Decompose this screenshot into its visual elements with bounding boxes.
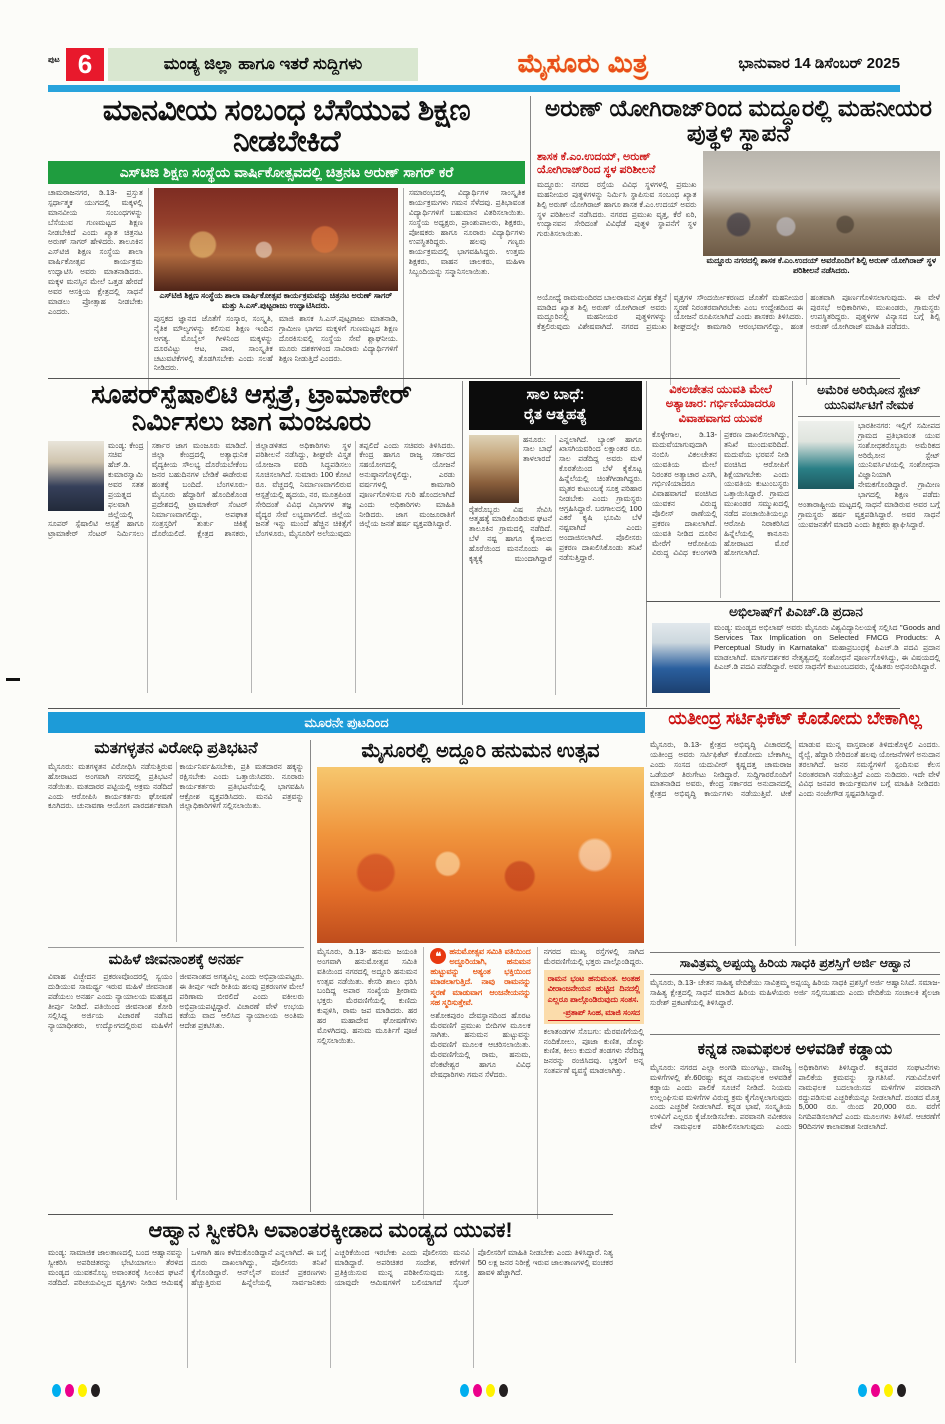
researcher-portrait-photo [798,421,854,489]
hanuman-box-quote: ರಾಮನ ಭಂಟ ಹನುಮಂತ. ಅಂತಹ ವೀರಾಂಜನೇಯನ ಹುಟ್ಟಿದ ದಿನದಲ್ಲಿ ಎಲ್ಲರೂ ಪಾಲ್ಗೊಂಡಿರುವುದು ಸಂತಸ. [547,973,640,1005]
hanuman-pullquote: ❝ ಹನುಮೋತ್ಸವ ಸಮಿತಿ ವತಿಯಿಂದ ಅದ್ದೂರಿಯಾಗಿ, ಹನುಮನ ಹುಟ್ಟುವನ್ನು ಅತ್ಯಂತ ಭಕ್ತಿಯಿಂದ ಮಾಡಲಾಗುತ್ತಿದೆ. ನಾವು ರಾಮನನ್ನು ಸ್ಮರಣೆ ಮಾಡುವಾಗ ಆಂಜನೇಯನನ್ನು ಸಹ ಸ್ಮರಿಸುತ್ತೇವೆ. [430,947,531,1007]
continuation-band: ಮೂರನೇ ಪುಟದಿಂದ [48,712,645,733]
article-arizona [792,381,940,601]
headline-assault: ವಿಕಲಚೇತನ ಯುವತಿ ಮೇಲೆ ಅತ್ಯಾಚಾರ: ಗರ್ಭಿಣಿಯಾದರೂ ವಿವಾಹವಾಗದ ಯುವಕ [665,384,776,425]
headline-statue: ಅರುಣ್ ಯೋಗಿರಾಜ್‌ರಿಂದ ಮದ್ದೂರಲ್ಲಿ ಮಹನೀಯರ ಪುತ್ಥಳಿ ಸ್ಥಾಪನೆ [545,95,932,146]
article-invitation [48,1214,613,1381]
headline-yatindra: ಯತೀಂದ್ರ ಸರ್ಟಿಫಿಕೆಟ್ ಕೊಡೋದು ಬೇಕಾಗಿಲ್ಲ [668,708,922,728]
yellow-dot [884,1384,893,1397]
cmyk-marks-right [858,1384,906,1397]
arizona-body: ಭಾರತೀನಗರ: ಇಲ್ಲಿಗೆ ಸಮೀಪದ ಗ್ರಾಮದ ಪ್ರತಿಭಾವಂತ ಯುವ ಸಂಶೋಧಕರೊಬ್ಬರು ಅಮೆರಿಕದ ಅರಿಝೋನ ಸ್ಟೇಟ್ ಯುನಿವರ್ಸಿಟಿಯಲ್ಲಿ ಸಂಶೋಧನಾ ವಿಜ್ಞಾನಿಯಾಗಿ ನೇಮಕಗೊಂಡಿದ್ದಾರೆ. ಗ್ರಾಮೀಣ ಭಾಗದಲ್ಲಿ ಶಿಕ್ಷಣ ಪಡೆದು ಅಂತಾರಾಷ್ಟ್ರೀಯ ಮಟ್ಟದಲ್ಲಿ ಸಾಧನೆ ಮಾಡಿರುವ ಅವರ ಬಗ್ಗೆ ಗ್ರಾಮಸ್ಥರು ಹರ್ಷ ವ್ಯಕ್ತಪಡಿಸಿದ್ದಾರೆ. ಅವರ ಸಾಧನೆ ಯುವಜನತೆಗೆ ಮಾದರಿ ಎಂದು ಶಿಕ್ಷಕರು ಶ್ಲಾಘಿಸಿದ್ದಾರೆ. [798,421,940,529]
farmer-box-line2: ರೈತ ಆತ್ಮಹತ್ಯೆ [523,406,588,424]
masthead-logo: ಮೈಸೂರು ಮಿತ್ರ [517,48,649,78]
article-phd [646,601,940,707]
education-event-photo [154,188,398,291]
headline-invitation: ಆಹ್ವಾನ ಸ್ವೀಕರಿಸಿ ಅವಾಂತರಕ್ಕೀಡಾದ ಮಂಡ್ಯದ ಯುವಕ! [148,1219,513,1242]
cmyk-marks-left [52,1384,100,1397]
article-hospital [48,381,455,705]
nameplate-body: ಮೈಸೂರು: ನಗರದ ಎಲ್ಲಾ ಅಂಗಡಿ ಮುಂಗಟ್ಟು, ವಾಣಿಜ್ಯ ಮಳಿಗೆಗಳಲ್ಲಿ ಶೇ.60ರಷ್ಟು ಕನ್ನಡ ನಾಮಫಲಕ ಅಳವಡಿಕೆ ಕಡ್ಡಾಯ ಎಂದು ಪಾಲಿಕೆ ಸೂಚನೆ ನೀಡಿದೆ. ನಿಯಮ ಉಲ್ಲಂಘಿಸುವ ಮಳಿಗೆಗಳ ವಿರುದ್ಧ ಕ್ರಮ ಕೈಗೊಳ್ಳಲಾಗುವುದು ಎಂದು ಎಚ್ಚರಿಕೆ ನೀಡಲಾಗಿದೆ. ಕನ್ನಡ ಭಾಷೆ, ಸಂಸ್ಕೃತಿಯ ಉಳಿವಿಗೆ ಎಲ್ಲರೂ ಕೈಜೋಡಿಸಬೇಕು. ಪರವಾನಗಿ ನವೀಕರಣ ವೇಳೆ ನಾಮಫಲಕ ಪರಿಶೀಲಿಸಲಾಗುವುದು ಎಂದು ಅಧಿಕಾರಿಗಳು ತಿಳಿಸಿದ್ದಾರೆ. ಕನ್ನಡಪರ ಸಂಘಟನೆಗಳು ಪಾಲಿಕೆಯ ಕ್ರಮವನ್ನು ಸ್ವಾಗತಿಸಿವೆ. ಗಡುವಿನೊಳಗೆ ನಾಮಫಲಕ ಬದಲಾಯಿಸದ ಮಳಿಗೆಗಳ ಪರವಾನಗಿ ರದ್ದುಪಡಿಸುವ ಎಚ್ಚರಿಕೆಯನ್ನೂ ನೀಡಲಾಗಿದೆ. ದಂಡದ ಮೊತ್ತ 5,000 ರೂ. ಯಿಂದ 20,000 ರೂ. ವರೆಗೆ ನಿಗದಿಪಡಿಸಲಾಗಿದೆ ಎಂದು ಮೂಲಗಳು ತಿಳಿಸಿವೆ. ಆಚರಣೆಗೆ 90ದಿನಗಳ ಕಾಲಾವಕಾಶ ನೀಡಲಾಗಿದೆ. [650,1063,940,1132]
quote-icon: ❝ [430,948,446,964]
statue-lead: ಮದ್ದೂರು: ನಗರದ ರಸ್ತೆಯ ವಿವಿಧ ಸ್ಥಳಗಳಲ್ಲಿ ಪ್ರಮುಖ ಮಹನೀಯರ ಪುತ್ಥಳಿಗಳನ್ನು ನಿರ್ಮಿಸಿ ಸ್ಥಾಪಿಸುವ ಸಂಬಂಧ ಖ್ಯಾತ ಶಿಲ್ಪಿ ಅರುಣ್ ಯೋಗಿರಾಜ್ ಹಾಗೂ ಶಾಸಕ ಕೆ.ಎಂ.ಉದಯ್ ಅವರು ಸ್ಥಳ ಪರಿಶೀಲನೆ ನಡೆಸಿದರು. ನಗರದ ಪ್ರಮುಖ ವೃತ್ತ, ಕೆರೆ ಏರಿ, ಉದ್ಯಾನವನ ಸೇರಿದಂತೆ ವಿವಿಧೆಡೆ ಪುತ್ಥಳಿ ಸ್ಥಾಪನೆಗೆ ಸ್ಥಳ ಗುರುತಿಸಲಾಯಿತು. [537,180,697,239]
cyan-dot [52,1384,61,1397]
education-photo-caption: ಎಸ್‌ಟಿಜಿ ಶಿಕ್ಷಣ ಸಂಸ್ಥೆಯ ಶಾಲಾ ವಾರ್ಷಿಕೋತ್ಸವ ಕಾರ್ಯಕ್ರಮವನ್ನು ಚಿತ್ರನಟ ಅರುಣ್ ಸಾಗರ್ ಮತ್ತು ಸಿ.ಎಸ್.ಪುಟ್ಟರಾಜು ಉದ್ಘಾಟಿಸಿದರು. [159,291,393,311]
page-header [48,46,900,86]
headline-education: ಮಾನವೀಯ ಸಂಬಂಧ ಬೆಸೆಯುವ ಶಿಕ್ಷಣ ನೀಡಬೇಕಿದೆ [102,94,471,158]
hanuman-box-attribution: -ಪ್ರತಾಪ್ ಸಿಂಹ, ಮಾಜಿ ಸಂಸದ [548,1008,640,1021]
print-registration-dash [6,678,20,681]
headline-nameplate: ಕನ್ನಡ ನಾಮಫಲಕ ಅಳವಡಿಕೆ ಕಡ್ಡಾಯ [650,1034,940,1059]
section-title: ಮಂಡ್ಯ ಜಿಲ್ಲಾ ಹಾಗೂ ಇತರೆ ಸುದ್ದಿಗಳು [108,48,418,81]
minister-portrait-photo [48,441,104,511]
cmyk-marks-center [460,1384,508,1397]
farmer-body: ಹನೂರು: ಸಾಲ ಬಾಧೆ ತಾಳಲಾರದೆ ರೈತರೊಬ್ಬರು ವಿಷ ಸೇವಿಸಿ ಆತ್ಮಹತ್ಯೆ ಮಾಡಿಕೊಂಡಿರುವ ಘಟನೆ ತಾಲೂಕಿನ ಗ್ರಾಮದಲ್ಲಿ ನಡೆದಿದೆ. ಬೆಳೆ ನಷ್ಟ ಹಾಗೂ ಕೈಸಾಲದ ಹೊರೆಯಿಂದ ಮನನೊಂದು ಈ ಕೃತ್ಯಕ್ಕೆ ಮುಂದಾಗಿದ್ದಾರೆ ಎನ್ನಲಾಗಿದೆ. ಬ್ಯಾಂಕ್ ಹಾಗೂ ಖಾಸಗಿಯವರಿಂದ ಲಕ್ಷಾಂತರ ರೂ. ಸಾಲ ಪಡೆದಿದ್ದ ಅವರು ಮಳೆ ಕೊರತೆಯಿಂದ ಬೆಳೆ ಕೈಕೊಟ್ಟ ಹಿನ್ನೆಲೆಯಲ್ಲಿ ಚಿಂತೆಗೀಡಾಗಿದ್ದರು. ಮೃತರ ಕುಟುಂಬಕ್ಕೆ ಸೂಕ್ತ ಪರಿಹಾರ ನೀಡಬೇಕು ಎಂದು ಗ್ರಾಮಸ್ಥರು ಆಗ್ರಹಿಸಿದ್ದಾರೆ. ಬರಗಾಲದಲ್ಲಿ 100 ಎಕರೆ ಕೃಷಿ ಭೂಮಿ ಬೆಳೆ ನಷ್ಟವಾಗಿದೆ ಎಂದು ಅಂದಾಜಿಸಲಾಗಿದೆ. ಪೊಲೀಸರು ಪ್ರಕರಣ ದಾಖಲಿಸಿಕೊಂಡು ತನಿಖೆ ನಡೆಸುತ್ತಿದ್ದಾರೆ. [469,434,642,563]
article-assault [646,381,789,601]
hanuman-col1: ಮೈಸೂರು, ಡಿ.13- ಹನುಮ ಜಯಂತಿ ಅಂಗವಾಗಿ ಹನುಮೋತ್ಸವ ಸಮಿತಿ ವತಿಯಿಂದ ನಗರದಲ್ಲಿ ಅದ್ದೂರಿ ಹನುಮನ ಉತ್ಸವ ನಡೆಯಿತು. ಕೇಸರಿ ಶಾಲು ಧರಿಸಿ ಬಂದಿದ್ದ ಅಪಾರ ಸಂಖ್ಯೆಯ ಶ್ರೀರಾಮ ಭಕ್ತರು ಮೆರವಣಿಗೆಯಲ್ಲಿ ಕುಣಿದು ಕುಪ್ಪಳಿಸಿ, ರಾಮ ಜಪ ಮಾಡಿದರು. ಹರ ಹರ ಮಹಾದೇವ ಘೋಷಣೆಗಳು ಮೊಳಗಿದವು. ಹನುಮ ಮೂರ್ತಿಗೆ ಪೂಜೆ ಸಲ್ಲಿಸಲಾಯಿತು. [317,947,418,1045]
page-number-badge: 6 [66,48,104,81]
subhead-education: ಎಸ್‌ಟಿಜಿ ಶಿಕ್ಷಣ ಸಂಸ್ಥೆಯ ವಾರ್ಷಿಕೋತ್ಸವದಲ್ಲಿ ಚಿತ್ರನಟ ಅರುಣ್ ಸಾಗರ್ ಕರೆ [48,161,525,184]
black-dot [499,1384,508,1397]
phd-body: ಮಂಡ್ಯ: ಮಂಡ್ಯದ ಅಭಿಲಾಷ್ ಅವರು ಮೈಸೂರು ವಿಶ್ವವಿದ್ಯಾನಿಲಯಕ್ಕೆ ಸಲ್ಲಿಸಿದ "Goods and Services Tax Implication on Selected FMCG Products: A Perceptual Study in Karnataka" ಮಹಾಪ್ರಬಂಧಕ್ಕೆ ಪಿಎಚ್.ಡಿ ಪದವಿ ಪ್ರದಾನ ಮಾಡಲಾಗಿದೆ. ಮಾರ್ಗದರ್ಶಕರ ನೇತೃತ್ವದಲ್ಲಿ ಸಂಶೋಧನೆ ಪೂರ್ಣಗೊಳಿಸಿದ್ದು, ಈ ವಿಷಯದಲ್ಲಿ ಪಿಎಚ್.ಡಿ ಪದವಿ ಪಡೆದಿದ್ದಾರೆ. ಅವರ ಸಾಧನೆಗೆ ಕುಟುಂಬದವರು, ಸ್ನೇಹಿತರು ಅಭಿನಂದಿಸಿದ್ದಾರೆ. [652,623,940,703]
statue-body: ಅಯೋಧ್ಯೆ ರಾಮಮಂದಿರದ ಬಾಲರಾಮನ ವಿಗ್ರಹ ಕೆತ್ತನೆ ಮಾಡಿದ ಖ್ಯಾತ ಶಿಲ್ಪಿ ಅರುಣ್ ಯೋಗಿರಾಜ್ ಅವರು ಮದ್ದೂರಿನಲ್ಲಿ ಮಹನೀಯರ ಪುತ್ಥಳಿಗಳನ್ನು ಕೆತ್ತಲಿರುವುದು ವಿಶೇಷವಾಗಿದೆ. ನಗರದ ಪ್ರಮುಖ ವೃತ್ತಗಳ ಸೌಂದರ್ಯೀಕರಣದ ಜೊತೆಗೆ ಮಹನೀಯರ ಸ್ಮರಣೆ ನಿರಂತರವಾಗಿರಬೇಕು ಎಂಬ ಉದ್ದೇಶದಿಂದ ಈ ಯೋಜನೆ ರೂಪಿಸಲಾಗಿದೆ ಎಂದು ಶಾಸಕರು ತಿಳಿಸಿದರು. ಶೀಘ್ರದಲ್ಲೇ ಕಾಮಗಾರಿ ಆರಂಭವಾಗಲಿದ್ದು, ಹಂತ ಹಂತವಾಗಿ ಪೂರ್ಣಗೊಳಿಸಲಾಗುವುದು. ಈ ವೇಳೆ ಪುರಸಭೆ ಅಧಿಕಾರಿಗಳು, ಮುಖಂಡರು, ಗ್ರಾಮಸ್ಥರು ಉಪಸ್ಥಿತರಿದ್ದರು. ಪುತ್ಥಳಿಗಳ ವಿನ್ಯಾಸದ ಬಗ್ಗೆ ಶಿಲ್ಪಿ ಅರುಣ್ ಯೋಗಿರಾಜ್ ಮಾಹಿತಿ ಪಡೆದರು. [537,292,940,332]
hanuman-quote-box [544,970,644,1024]
hanuman-col3a: ನಗರದ ಮುಖ್ಯ ರಸ್ತೆಗಳಲ್ಲಿ ಸಾಗಿದ ಮೆರವಣಿಗೆಯಲ್ಲಿ ಭಕ್ತರು ಪಾಲ್ಗೊಂಡಿದ್ದರು. [543,947,644,966]
phd-recipient-photo [652,623,710,693]
hanuman-procession-photo [317,767,644,943]
headline-arizona: ಅಮೆರಿಕ ಅರಿಝೋನ ಸ್ಟೇಟ್ ಯುನಿವರ್ಸಿಟಿಗೆ ನೇಮಕ [798,383,940,417]
magenta-dot [65,1384,74,1397]
protest-body1: ಮೈಸೂರು: ಮತಗಳ್ಳತನ ವಿರೋಧಿಸಿ ನಡೆಸುತ್ತಿರುವ ಹೋರಾಟದ ಅಂಗವಾಗಿ ನಗರದಲ್ಲಿ ಪ್ರತಿಭಟನೆ ನಡೆಯಿತು. ಮತದಾರರ ಪಟ್ಟಿಯಲ್ಲಿ ಅಕ್ರಮ ನಡೆದಿದೆ ಎಂದು ಆರೋಪಿಸಿ ಕಾರ್ಯಕರ್ತರು ಘೋಷಣೆ ಕೂಗಿದರು. ಚುನಾವಣಾ ಆಯೋಗ ಪಾರದರ್ಶಕವಾಗಿ ಕಾರ್ಯನಿರ್ವಹಿಸಬೇಕು, ಪ್ರತಿ ಮತದಾರನ ಹಕ್ಕನ್ನು ರಕ್ಷಿಸಬೇಕು ಎಂದು ಒತ್ತಾಯಿಸಿದರು. ನೂರಾರು ಕಾರ್ಯಕರ್ತರು ಪ್ರತಿಭಟನೆಯಲ್ಲಿ ಭಾಗವಹಿಸಿ ಆಕ್ರೋಶ ವ್ಯಕ್ತಪಡಿಸಿದರು. ಮನವಿ ಪತ್ರವನ್ನು ಜಿಲ್ಲಾಧಿಕಾರಿಗಳಿಗೆ ಸಲ್ಲಿಸಲಾಯಿತು. [48,762,304,811]
headline-phd: ಅಭಿಲಾಷ್‌ಗೆ ಪಿಎಚ್.ಡಿ ಪ್ರದಾನ [729,604,863,619]
farmer-box-line1: ಸಾಲ ಬಾಧೆ: [526,386,585,403]
cyan-dot [460,1384,469,1397]
invitation-body: ಮಂಡ್ಯ: ಸಾಮಾಜಿಕ ಜಾಲತಾಣದಲ್ಲಿ ಬಂದ ಆಹ್ವಾನವನ್ನು ಸ್ವೀಕರಿಸಿ ಅಪರಿಚಿತರನ್ನು ಭೇಟಿಯಾಗಲು ತೆರಳಿದ ಮಂಡ್ಯದ ಯುವಕನೊಬ್ಬ ಅವಾಂತರಕ್ಕೆ ಸಿಲುಕಿದ ಘಟನೆ ನಡೆದಿದೆ. ಪರಿಚಯವಿಲ್ಲದ ವ್ಯಕ್ತಿಗಳು ನೀಡಿದ ಆಮಿಷಕ್ಕೆ ಒಳಗಾಗಿ ಹಣ ಕಳೆದುಕೊಂಡಿದ್ದಾನೆ ಎನ್ನಲಾಗಿದೆ. ಈ ಬಗ್ಗೆ ದೂರು ದಾಖಲಾಗಿದ್ದು, ಪೊಲೀಸರು ತನಿಖೆ ಕೈಗೊಂಡಿದ್ದಾರೆ. ಆನ್‌ಲೈನ್ ವಂಚನೆ ಪ್ರಕರಣಗಳು ಹೆಚ್ಚುತ್ತಿರುವ ಹಿನ್ನೆಲೆಯಲ್ಲಿ ಸಾರ್ವಜನಿಕರು ಎಚ್ಚರಿಕೆಯಿಂದ ಇರಬೇಕು ಎಂದು ಪೊಲೀಸರು ಮನವಿ ಮಾಡಿದ್ದಾರೆ. ಅಪರಿಚಿತರ ಸಂದೇಶ, ಕರೆಗಳಿಗೆ ಪ್ರತಿಕ್ರಿಯಿಸುವ ಮುನ್ನ ಪರಿಶೀಲಿಸುವುದು ಸೂಕ್ತ. ಯಾವುದೇ ಆಮಿಷಗಳಿಗೆ ಬಲಿಯಾಗದೆ ಸೈಬರ್ ಪೊಲೀಸರಿಗೆ ಮಾಹಿತಿ ನೀಡಬೇಕು ಎಂದು ತಿಳಿಸಿದ್ದಾರೆ. ನಿತ್ಯ 50 ಲಕ್ಷ ಜನರ ನಿರೀಕ್ಷೆ ಇರುವ ಜಾಲತಾಣಗಳಲ್ಲಿ ವಂಚಕರ ಹಾವಳಿ ಹೆಚ್ಚಾಗಿದೆ. [48,1248,613,1287]
right-column [650,740,940,1378]
yellow-dot [78,1384,87,1397]
headline-hanuman: ಮೈಸೂರಲ್ಲಿ ಅದ್ದೂರಿ ಹನುಮನ ಉತ್ಸವ [361,740,600,762]
hanuman-col2: ಅಶೋಕಪುರಂ ದೇವಸ್ಥಾನದಿಂದ ಹೊರಟ ಮೆರವಣಿಗೆ ಪ್ರಮುಖ ಬೀದಿಗಳ ಮೂಲಕ ಸಾಗಿತು. ಹನುಮನ ಹುಟ್ಟುವನ್ನು ಮೆರವಣಿಗೆ ಮೂಲಕ ಆಚರಿಸಲಾಯಿತು. ಮೆರವಣಿಗೆಯಲ್ಲಿ ರಾಮ, ಹನುಮ, ವೆಂಕಟೇಶ್ವರ ಹಾಗೂ ವಿವಿಧ ವೇಷಧಾರಿಗಳು ಗಮನ ಸೆಳೆದರು. [430,1010,531,1079]
article-protest [48,740,304,1212]
headline-savitramma: ಸಾವಿತ್ರಮ್ಮ ಅಪ್ಪಯ್ಯ ಹಿರಿಯ ಸಾಧಕಿ ಪ್ರಶಸ್ತಿಗೆ ಅರ್ಜಿ ಆಹ್ವಾನ [650,952,940,975]
subhead-alimony: ಮಹಿಳೆ ಜೀವನಾಂಶಕ್ಕೆ ಅನರ್ಹ [48,947,304,968]
education-col3: ಮಾಜಿ ಶಾಸಕ ಸಿ.ಎಸ್.ಪುಟ್ಟರಾಜು ಮಾತನಾಡಿ, ಗ್ರಾಮೀಣ ಭಾಗದ ಮಕ್ಕಳಿಗೆ ಗುಣಮಟ್ಟದ ಶಿಕ್ಷಣ ದೊರಕಿಸುವಲ್ಲಿ ಸಂಸ್ಥೆಯ ಸೇವೆ ಶ್ಲಾಘನೀಯ. ಮೂರು ದಶಕಗಳಿಂದ ಸಾವಿರಾರು ವಿದ್ಯಾರ್ಥಿಗಳಿಗೆ ಶಿಕ್ಷಣ ನೀಡುತ್ತಿದೆ ಎಂದರು. [278,314,398,363]
article-statue [530,96,940,376]
education-col1: ಚಾಮರಾಜನಗರ, ಡಿ.13- ಪ್ರಸ್ತುತ ಸ್ಪರ್ಧಾತ್ಮಕ ಯುಗದಲ್ಲಿ ಮಕ್ಕಳಲ್ಲಿ ಮಾನವೀಯ ಸಂಬಂಧಗಳನ್ನು ಬೆಸೆಯುವ ಗುಣಮಟ್ಟದ ಶಿಕ್ಷಣ ನೀಡಬೇಕಿದೆ ಎಂದು ಖ್ಯಾತ ಚಿತ್ರನಟ ಅರುಣ್ ಸಾಗರ್ ಹೇಳಿದರು. ತಾಲೂಕಿನ ಎಸ್‌ಟಿಜಿ ಶಿಕ್ಷಣ ಸಂಸ್ಥೆಯ ಶಾಲಾ ವಾರ್ಷಿಕೋತ್ಸವ ಕಾರ್ಯಕ್ರಮ ಉದ್ಘಾಟಿಸಿ ಅವರು ಮಾತನಾಡಿದರು. ಮಕ್ಕಳ ಮನಸ್ಸಿನ ಮೇಲೆ ಒತ್ತಡ ಹೇರದೆ ಅವರ ಆಸಕ್ತಿಯ ಕ್ಷೇತ್ರದಲ್ಲಿ ಸಾಧನೆ ಮಾಡಲು ಪ್ರೋತ್ಸಾಹ ನೀಡಬೇಕು ಎಂದರು. [48,188,143,316]
header-rule [48,85,900,92]
education-col2: ಪುಸ್ತಕದ ಜ್ಞಾನದ ಜೊತೆಗೆ ಸಂಸ್ಕಾರ, ಸಂಸ್ಕೃತಿ, ನೈತಿಕ ಮೌಲ್ಯಗಳನ್ನು ಕಲಿಸುವ ಶಿಕ್ಷಣ ಇಂದಿನ ಅಗತ್ಯ. ಮೊಬೈಲ್ ಗೀಳಿನಿಂದ ಮಕ್ಕಳನ್ನು ದೂರವಿಟ್ಟು ಆಟ, ಪಾಠ, ಸಾಂಸ್ಕೃತಿಕ ಚಟುವಟಿಕೆಗಳಲ್ಲಿ ತೊಡಗಿಸಬೇಕು ಎಂದು ಸಲಹೆ ನೀಡಿದರು. [153,314,273,373]
magenta-dot [871,1384,880,1397]
black-dot [897,1384,906,1397]
farmer-portrait-photo [469,435,519,503]
assault-body: ಕೊಳ್ಳೇಗಾಲ, ಡಿ.13- ಮದುವೆಯಾಗುವುದಾಗಿ ನಂಬಿಸಿ ವಿಕಲಚೇತನ ಯುವತಿಯ ಮೇಲೆ ನಿರಂತರ ಅತ್ಯಾಚಾರ ಎಸಗಿ, ಗರ್ಭಿಣಿಯಾದರೂ ವಿವಾಹವಾಗದೆ ವಂಚಿಸಿದ ಯುವಕನ ವಿರುದ್ಧ ಪೊಲೀಸ್ ಠಾಣೆಯಲ್ಲಿ ಪ್ರಕರಣ ದಾಖಲಾಗಿದೆ. ಯುವತಿ ನೀಡಿದ ದೂರಿನ ಮೇರೆಗೆ ಆರೋಪಿಯ ವಿರುದ್ಧ ವಿವಿಧ ಕಲಂಗಳಡಿ ಪ್ರಕರಣ ದಾಖಲಿಸಲಾಗಿದ್ದು, ತನಿಖೆ ಮುಂದುವರಿದಿದೆ. ಮದುವೆಯ ಭರವಸೆ ನೀಡಿ ವಂಚಿಸಿದ ಆರೋಪಿಗೆ ಶಿಕ್ಷೆಯಾಗಬೇಕು ಎಂದು ಯುವತಿಯ ಕುಟುಂಬಸ್ಥರು ಒತ್ತಾಯಿಸಿದ್ದಾರೆ. ಗ್ರಾಮದ ಮುಖಂಡರ ಸಮ್ಮುಖದಲ್ಲಿ ನಡೆದ ಪಂಚಾಯಿತಿಯಲ್ಲೂ ಆರೋಪಿ ನಿರಾಕರಿಸಿದ ಹಿನ್ನೆಲೆಯಲ್ಲಿ ಕಾನೂನು ಹೋರಾಟದ ಮೊರೆ ಹೋಗಲಾಗಿದೆ. [652,430,789,558]
hanuman-col3b: ಕಲಾತಂಡಗಳ ಸೊಬಗು: ಮೆರವಣಿಗೆಯಲ್ಲಿ ನಂದಿಕೋಲು, ಪೂಜಾ ಕುಣಿತ, ಡೊಳ್ಳು ಕುಣಿತ, ಕೀಲು ಕುದುರೆ ತಂಡಗಳು ನೆರೆದಿದ್ದ ಜನರನ್ನು ರಂಜಿಸಿದವು. ಭಕ್ತರಿಗೆ ಅನ್ನ ಸಂತರ್ಪಣೆ ವ್ಯವಸ್ಥೆ ಮಾಡಲಾಗಿತ್ತು. [543,1026,644,1076]
education-col4: ಸಮಾರಂಭದಲ್ಲಿ ವಿದ್ಯಾರ್ಥಿಗಳ ಸಾಂಸ್ಕೃತಿಕ ಕಾರ್ಯಕ್ರಮಗಳು ಗಮನ ಸೆಳೆದವು. ಪ್ರತಿಭಾವಂತ ವಿದ್ಯಾರ್ಥಿಗಳಿಗೆ ಬಹುಮಾನ ವಿತರಿಸಲಾಯಿತು. ಸಂಸ್ಥೆಯ ಅಧ್ಯಕ್ಷರು, ಪ್ರಾಂಶುಪಾಲರು, ಶಿಕ್ಷಕರು, ಪೋಷಕರು ಹಾಗೂ ನೂರಾರು ವಿದ್ಯಾರ್ಥಿಗಳು ಉಪಸ್ಥಿತರಿದ್ದರು. ಹಲವು ಗಣ್ಯರು ಕಾರ್ಯಕ್ರಮದಲ್ಲಿ ಭಾಗವಹಿಸಿದ್ದರು. ಉತ್ತಮ ಶಿಕ್ಷಕರು, ವಾಹನ ಚಾಲಕರು, ಮಹಿಳಾ ಸಿಬ್ಬಂದಿಯನ್ನು ಸನ್ಮಾನಿಸಲಾಯಿತು. [408,188,525,277]
statue-byline: ಶಾಸಕ ಕೆ.ಎಂ.ಉದಯ್, ಅರುಣ್ ಯೋಗಿರಾಜ್‌ರಿಂದ ಸ್ಥಳ ಪರಿಶೀಲನೆ [537,150,656,176]
farmer-box-title [469,381,642,430]
page-word-label: ಪುಟ [48,55,60,64]
statue-photo-caption: ಮದ್ದೂರು ನಗರದಲ್ಲಿ ಶಾಸಕ ಕೆ.ಎಂ.ಉದಯ್ ಅವರೊಂದಿಗೆ ಶಿಲ್ಪಿ ಅರುಣ್ ಯೋಗಿರಾಜ್ ಸ್ಥಳ ಪರಿಶೀಲನೆ ನಡೆಸಿದರು. [706,255,937,275]
article-education [48,96,525,376]
yellow-dot [486,1384,495,1397]
article-farmer-suicide [462,381,642,705]
savitramma-body: ಮೈಸೂರು, ಡಿ.13- ಚೇತನ ಸಾಹಿತ್ಯ ವೇದಿಕೆಯು ಸಾವಿತ್ರಮ್ಮ ಅಪ್ಪಯ್ಯ ಹಿರಿಯ ಸಾಧಕಿ ಪ್ರಶಸ್ತಿಗೆ ಅರ್ಜಿ ಆಹ್ವಾನಿಸಿದೆ. ಸಮಾಜ- ಸಾಹಿತ್ಯ ಕ್ಷೇತ್ರದಲ್ಲಿ ಸಾಧನೆ ಮಾಡಿದ ಹಿರಿಯ ಮಹಿಳೆಯರು ಅರ್ಜಿ ಸಲ್ಲಿಸಬಹುದು ಎಂದು ವೇದಿಕೆಯ ಸಂಚಾಲಕಿ ಶೈಲಜಾ ಸುರೇಶ್ ಪ್ರಕಟಣೆಯಲ್ಲಿ ತಿಳಿಸಿದ್ದಾರೆ. [650,978,940,1007]
cyan-dot [858,1384,867,1397]
magenta-dot [473,1384,482,1397]
black-dot [91,1384,100,1397]
yatindra-body: ಮೈಸೂರು, ಡಿ.13- ಕ್ಷೇತ್ರದ ಅಭಿವೃದ್ಧಿ ವಿಚಾರದಲ್ಲಿ ಯತೀಂದ್ರ ಅವರು ಸರ್ಟಿಫಿಕೆಟ್ ಕೊಡೋದು ಬೇಕಾಗಿಲ್ಲ ಎಂದು ಸಂಸದ ಯದುವೀರ್ ಕೃಷ್ಣದತ್ತ ಚಾಮರಾಜ ಒಡೆಯರ್ ತಿರುಗೇಟು ನೀಡಿದ್ದಾರೆ. ಸುದ್ದಿಗಾರರೊಂದಿಗೆ ಮಾತನಾಡಿದ ಅವರು, ಕೇಂದ್ರ ಸರ್ಕಾರದ ಅನುದಾನದಲ್ಲಿ ಕ್ಷೇತ್ರದ ಅಭಿವೃದ್ಧಿ ಕಾರ್ಯಗಳು ನಡೆಯುತ್ತಿವೆ. ಟೀಕೆ ಮಾಡುವ ಮುನ್ನ ವಾಸ್ತವಾಂಶ ತಿಳಿದುಕೊಳ್ಳಲಿ ಎಂದರು. ರೈಲ್ವೆ, ಹೆದ್ದಾರಿ ಸೇರಿದಂತೆ ಹಲವು ಯೋಜನೆಗಳಿಗೆ ಅನುದಾನ ತರಲಾಗಿದೆ. ಜನರ ಸಮಸ್ಯೆಗಳಿಗೆ ಸ್ಪಂದಿಸುವ ಕೆಲಸ ನಿರಂತರವಾಗಿ ನಡೆಯುತ್ತಿದೆ ಎಂದು ನುಡಿದರು. ಇದೇ ವೇಳೆ ವಿವಿಧ ಜನಪರ ಕಾರ್ಯಕ್ರಮಗಳ ಬಗ್ಗೆ ಮಾಹಿತಿ ನೀಡಿದರು ಎಂದು ನಂಜೇಗೌಡ ಸ್ಪಷ್ಟಪಡಿಸಿದ್ದಾರೆ. [650,740,940,799]
protest-body2: ವಿವಾಹ ವಿಚ್ಛೇದನ ಪ್ರಕರಣವೊಂದರಲ್ಲಿ ಸ್ವಯಂ ದುಡಿಯುವ ಸಾಮರ್ಥ್ಯ ಇರುವ ಮಹಿಳೆ ಜೀವನಾಂಶ ಪಡೆಯಲು ಅನರ್ಹ ಎಂದು ನ್ಯಾಯಾಲಯ ಮಹತ್ವದ ತೀರ್ಪು ನೀಡಿದೆ. ಪತಿಯಿಂದ ಜೀವನಾಂಶ ಕೋರಿ ಸಲ್ಲಿಸಿದ್ದ ಅರ್ಜಿಯ ವಿಚಾರಣೆ ನಡೆಸಿದ ನ್ಯಾಯಾಧೀಶರು, ಉದ್ಯೋಗದಲ್ಲಿರುವ ಮಹಿಳೆಗೆ ಜೀವನಾಂಶದ ಅಗತ್ಯವಿಲ್ಲ ಎಂದು ಅಭಿಪ್ರಾಯಪಟ್ಟರು. ಈ ತೀರ್ಪು ಇದೇ ರೀತಿಯ ಹಲವು ಪ್ರಕರಣಗಳ ಮೇಲೆ ಪರಿಣಾಮ ಬೀರಲಿದೆ ಎಂದು ವಕೀಲರು ಅಭಿಪ್ರಾಯಪಟ್ಟಿದ್ದಾರೆ. ವಿಚಾರಣೆ ವೇಳೆ ಉಭಯ ಕಡೆಯ ವಾದ ಆಲಿಸಿದ ನ್ಯಾಯಾಲಯ ಅಂತಿಮ ಆದೇಶ ಪ್ರಕಟಿಸಿತು. [48,972,304,1031]
article-hanuman [310,740,644,1212]
hospital-body: ಮಂಡ್ಯ: ಕೇಂದ್ರ ಸಚಿವ ಹೆಚ್.ಡಿ. ಕುಮಾರಸ್ವಾಮಿ ಅವರ ಸತತ ಪ್ರಯತ್ನದ ಫಲವಾಗಿ ಜಿಲ್ಲೆಯಲ್ಲಿ ಸೂಪರ್ ಸ್ಪೆಷಾಲಿಟಿ ಆಸ್ಪತ್ರೆ ಹಾಗೂ ಟ್ರಾಮಾಕೇರ್ ಸೆಂಟರ್ ನಿರ್ಮಿಸಲು ಸರ್ಕಾರ ಜಾಗ ಮಂಜೂರು ಮಾಡಿದೆ. ಜಿಲ್ಲಾ ಕೇಂದ್ರದಲ್ಲಿ ಅತ್ಯಾಧುನಿಕ ವೈದ್ಯಕೀಯ ಸೌಲಭ್ಯ ದೊರೆಯಬೇಕೆಂಬ ಜನರ ಬಹುದಿನಗಳ ಬೇಡಿಕೆ ಈಡೇರುವ ಹಂತಕ್ಕೆ ಬಂದಿದೆ. ಬೆಂಗಳೂರು-ಮೈಸೂರು ಹೆದ್ದಾರಿಗೆ ಹೊಂದಿಕೊಂಡ ಪ್ರದೇಶದಲ್ಲಿ ಟ್ರಾಮಾಕೇರ್ ಸೆಂಟರ್ ನಿರ್ಮಾಣವಾಗಲಿದ್ದು, ಅಪಘಾತ ಸಂತ್ರಸ್ತರಿಗೆ ತುರ್ತು ಚಿಕಿತ್ಸೆ ದೊರೆಯಲಿದೆ. ಕ್ಷೇತ್ರದ ಶಾಸಕರು, ಜಿಲ್ಲಾಡಳಿತದ ಅಧಿಕಾರಿಗಳು ಸ್ಥಳ ಪರಿಶೀಲನೆ ನಡೆಸಿದ್ದು, ಶೀಘ್ರವೇ ವಿಸ್ತೃತ ಯೋಜನಾ ವರದಿ ಸಿದ್ಧಪಡಿಸಲು ಸೂಚಿಸಲಾಗಿದೆ. ಸುಮಾರು 100 ಕೋಟಿ ರೂ. ವೆಚ್ಚದಲ್ಲಿ ನಿರ್ಮಾಣವಾಗಲಿರುವ ಆಸ್ಪತ್ರೆಯಲ್ಲಿ ಹೃದಯ, ನರ, ಮೂತ್ರಪಿಂಡ ಸೇರಿದಂತೆ ವಿವಿಧ ವಿಭಾಗಗಳ ತಜ್ಞ ವೈದ್ಯರ ಸೇವೆ ಲಭ್ಯವಾಗಲಿದೆ. ಜಿಲ್ಲೆಯ ಜನತೆ ಇನ್ನು ಮುಂದೆ ಹೆಚ್ಚಿನ ಚಿಕಿತ್ಸೆಗೆ ಬೆಂಗಳೂರು, ಮೈಸೂರಿಗೆ ಅಲೆಯುವುದು ತಪ್ಪಲಿದೆ ಎಂದು ಸಚಿವರು ತಿಳಿಸಿದರು. ಕೇಂದ್ರ ಹಾಗೂ ರಾಜ್ಯ ಸರ್ಕಾರದ ಸಹಯೋಗದಲ್ಲಿ ಯೋಜನೆ ಅನುಷ್ಠಾನಗೊಳ್ಳಲಿದ್ದು, ಎರಡು ವರ್ಷಗಳಲ್ಲಿ ಕಾಮಗಾರಿ ಪೂರ್ಣಗೊಳಿಸುವ ಗುರಿ ಹೊಂದಲಾಗಿದೆ ಎಂದು ಅಧಿಕಾರಿಗಳು ಮಾಹಿತಿ ನೀಡಿದರು. ಜಾಗ ಮಂಜೂರಾತಿಗೆ ಜಿಲ್ಲೆಯ ಜನತೆ ಹರ್ಷ ವ್ಯಕ್ತಪಡಿಸಿದ್ದಾರೆ. [48,440,455,539]
headline-hospital: ಸೂಪರ್‌ಸ್ಪೆಷಾಲಿಟಿ ಆಸ್ಪತ್ರೆ, ಟ್ರಾಮಾಕೇರ್ ನಿರ್ಮಿಸಲು ಜಾಗ ಮಂಜೂರು [91,379,412,437]
headline-protest: ಮತಗಳ್ಳತನ ವಿರೋಧಿ ಪ್ರತಿಭಟನೆ [94,740,258,757]
statue-site-photo [703,151,940,256]
edition-date: ಭಾನುವಾರ 14 ಡಿಸೆಂಬರ್ 2025 [738,55,900,72]
